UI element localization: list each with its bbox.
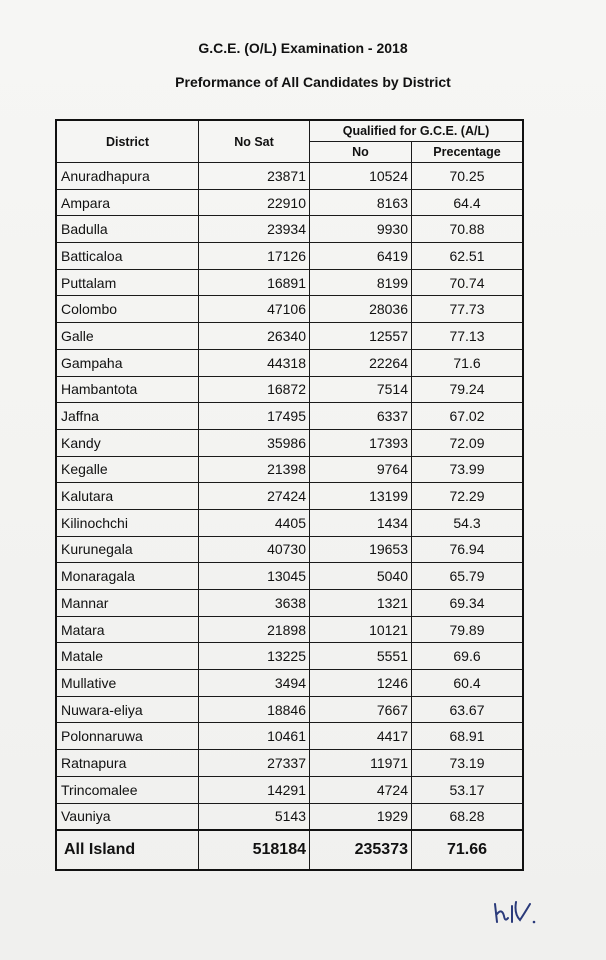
district-cell: Ratnapura — [56, 750, 199, 777]
qualified-no-cell: 17393 — [310, 429, 412, 456]
qualified-no-cell: 13199 — [310, 483, 412, 510]
qualified-no-cell: 4724 — [310, 776, 412, 803]
no-sat-cell: 3638 — [199, 590, 310, 617]
document-title: G.C.E. (O/L) Examination - 2018 — [198, 40, 408, 56]
percentage-cell: 77.73 — [412, 296, 524, 323]
no-sat-cell: 23934 — [199, 216, 310, 243]
no-sat-cell: 17126 — [199, 243, 310, 270]
column-header-no-sat: No Sat — [199, 120, 310, 163]
district-cell: Kandy — [56, 429, 199, 456]
total-percentage: 71.66 — [412, 830, 524, 870]
table-body — [56, 163, 523, 831]
percentage-cell: 68.91 — [412, 723, 524, 750]
table-row — [56, 509, 523, 536]
percentage-cell: 70.88 — [412, 216, 524, 243]
percentage-cell: 68.28 — [412, 803, 524, 830]
no-sat-cell: 21398 — [199, 456, 310, 483]
qualified-no-cell: 9764 — [310, 456, 412, 483]
percentage-cell: 54.3 — [412, 509, 524, 536]
qualified-no-cell: 6419 — [310, 243, 412, 270]
table-row — [56, 590, 523, 617]
table-row — [56, 536, 523, 563]
percentage-cell: 70.74 — [412, 269, 524, 296]
no-sat-cell: 5143 — [199, 803, 310, 830]
district-cell: Puttalam — [56, 269, 199, 296]
table-row — [56, 216, 523, 243]
percentage-cell: 76.94 — [412, 536, 524, 563]
qualified-no-cell: 10121 — [310, 616, 412, 643]
qualified-no-cell: 5551 — [310, 643, 412, 670]
qualified-no-cell: 8199 — [310, 269, 412, 296]
percentage-cell: 60.4 — [412, 670, 524, 697]
percentage-cell: 69.34 — [412, 590, 524, 617]
qualified-no-cell: 7514 — [310, 376, 412, 403]
percentage-cell: 53.17 — [412, 776, 524, 803]
table-header-row — [56, 120, 523, 142]
district-cell: Trincomalee — [56, 776, 199, 803]
qualified-no-cell: 10524 — [310, 163, 412, 190]
column-header-district: District — [56, 120, 199, 163]
district-cell: Mullative — [56, 670, 199, 697]
qualified-no-cell: 5040 — [310, 563, 412, 590]
qualified-no-cell: 1929 — [310, 803, 412, 830]
no-sat-cell: 17495 — [199, 403, 310, 430]
table-row — [56, 376, 523, 403]
no-sat-cell: 13045 — [199, 563, 310, 590]
table-row — [56, 696, 523, 723]
no-sat-cell: 18846 — [199, 696, 310, 723]
table-row — [56, 323, 523, 350]
percentage-cell: 63.67 — [412, 696, 524, 723]
column-header-qualified-group: Qualified for G.C.E. (A/L) — [310, 120, 524, 142]
percentage-cell: 79.89 — [412, 616, 524, 643]
column-header-no: No — [310, 142, 412, 163]
column-header-percentage: Precentage — [412, 142, 524, 163]
district-cell: Ampara — [56, 189, 199, 216]
table-row — [56, 163, 523, 190]
percentage-cell: 73.99 — [412, 456, 524, 483]
no-sat-cell: 27424 — [199, 483, 310, 510]
district-cell: Colombo — [56, 296, 199, 323]
no-sat-cell: 26340 — [199, 323, 310, 350]
district-cell: Kurunegala — [56, 536, 199, 563]
percentage-cell: 73.19 — [412, 750, 524, 777]
percentage-cell: 62.51 — [412, 243, 524, 270]
document-subtitle: Preformance of All Candidates by District — [175, 74, 451, 90]
table-row — [56, 456, 523, 483]
district-cell: Hambantota — [56, 376, 199, 403]
percentage-cell: 72.09 — [412, 429, 524, 456]
no-sat-cell: 21898 — [199, 616, 310, 643]
percentage-cell: 69.6 — [412, 643, 524, 670]
percentage-cell: 65.79 — [412, 563, 524, 590]
qualified-no-cell: 4417 — [310, 723, 412, 750]
table-row — [56, 616, 523, 643]
no-sat-cell: 44318 — [199, 349, 310, 376]
qualified-no-cell: 7667 — [310, 696, 412, 723]
table-row — [56, 296, 523, 323]
district-cell: Kalutara — [56, 483, 199, 510]
qualified-no-cell: 8163 — [310, 189, 412, 216]
district-cell: Vauniya — [56, 803, 199, 830]
no-sat-cell: 10461 — [199, 723, 310, 750]
no-sat-cell: 3494 — [199, 670, 310, 697]
table-row — [56, 750, 523, 777]
table-row — [56, 269, 523, 296]
results-table — [55, 119, 524, 871]
qualified-no-cell: 12557 — [310, 323, 412, 350]
no-sat-cell: 13225 — [199, 643, 310, 670]
no-sat-cell: 4405 — [199, 509, 310, 536]
qualified-no-cell: 1434 — [310, 509, 412, 536]
no-sat-cell: 27337 — [199, 750, 310, 777]
table-row — [56, 803, 523, 830]
qualified-no-cell: 28036 — [310, 296, 412, 323]
percentage-cell: 71.6 — [412, 349, 524, 376]
table-row — [56, 563, 523, 590]
district-cell: Nuwara-eliya — [56, 696, 199, 723]
qualified-no-cell: 19653 — [310, 536, 412, 563]
district-cell: Galle — [56, 323, 199, 350]
qualified-no-cell: 11971 — [310, 750, 412, 777]
table-row — [56, 670, 523, 697]
table-row — [56, 189, 523, 216]
percentage-cell: 70.25 — [412, 163, 524, 190]
percentage-cell: 72.29 — [412, 483, 524, 510]
table-row — [56, 483, 523, 510]
table-row — [56, 349, 523, 376]
district-cell: Monaragala — [56, 563, 199, 590]
percentage-cell: 67.02 — [412, 403, 524, 430]
district-cell: Kegalle — [56, 456, 199, 483]
table-row — [56, 403, 523, 430]
district-cell: Kilinochchi — [56, 509, 199, 536]
district-cell: Mannar — [56, 590, 199, 617]
no-sat-cell: 14291 — [199, 776, 310, 803]
qualified-no-cell: 9930 — [310, 216, 412, 243]
no-sat-cell: 47106 — [199, 296, 310, 323]
total-row — [56, 830, 523, 870]
table-row — [56, 723, 523, 750]
percentage-cell: 79.24 — [412, 376, 524, 403]
table-row — [56, 643, 523, 670]
district-cell: Batticaloa — [56, 243, 199, 270]
district-cell: Gampaha — [56, 349, 199, 376]
district-cell: Badulla — [56, 216, 199, 243]
table-row — [56, 429, 523, 456]
district-cell: Polonnaruwa — [56, 723, 199, 750]
total-label: All Island — [56, 830, 199, 870]
table-row — [56, 243, 523, 270]
no-sat-cell: 22910 — [199, 189, 310, 216]
handwritten-signature-icon — [490, 892, 550, 932]
district-cell: Matale — [56, 643, 199, 670]
qualified-no-cell: 1246 — [310, 670, 412, 697]
no-sat-cell: 16891 — [199, 269, 310, 296]
no-sat-cell: 35986 — [199, 429, 310, 456]
qualified-no-cell: 22264 — [310, 349, 412, 376]
qualified-no-cell: 1321 — [310, 590, 412, 617]
no-sat-cell: 16872 — [199, 376, 310, 403]
district-cell: Jaffna — [56, 403, 199, 430]
no-sat-cell: 23871 — [199, 163, 310, 190]
total-no-sat: 518184 — [199, 830, 310, 870]
total-qualified-no: 235373 — [310, 830, 412, 870]
district-cell: Anuradhapura — [56, 163, 199, 190]
table-row — [56, 776, 523, 803]
no-sat-cell: 40730 — [199, 536, 310, 563]
qualified-no-cell: 6337 — [310, 403, 412, 430]
percentage-cell: 64.4 — [412, 189, 524, 216]
percentage-cell: 77.13 — [412, 323, 524, 350]
district-cell: Matara — [56, 616, 199, 643]
